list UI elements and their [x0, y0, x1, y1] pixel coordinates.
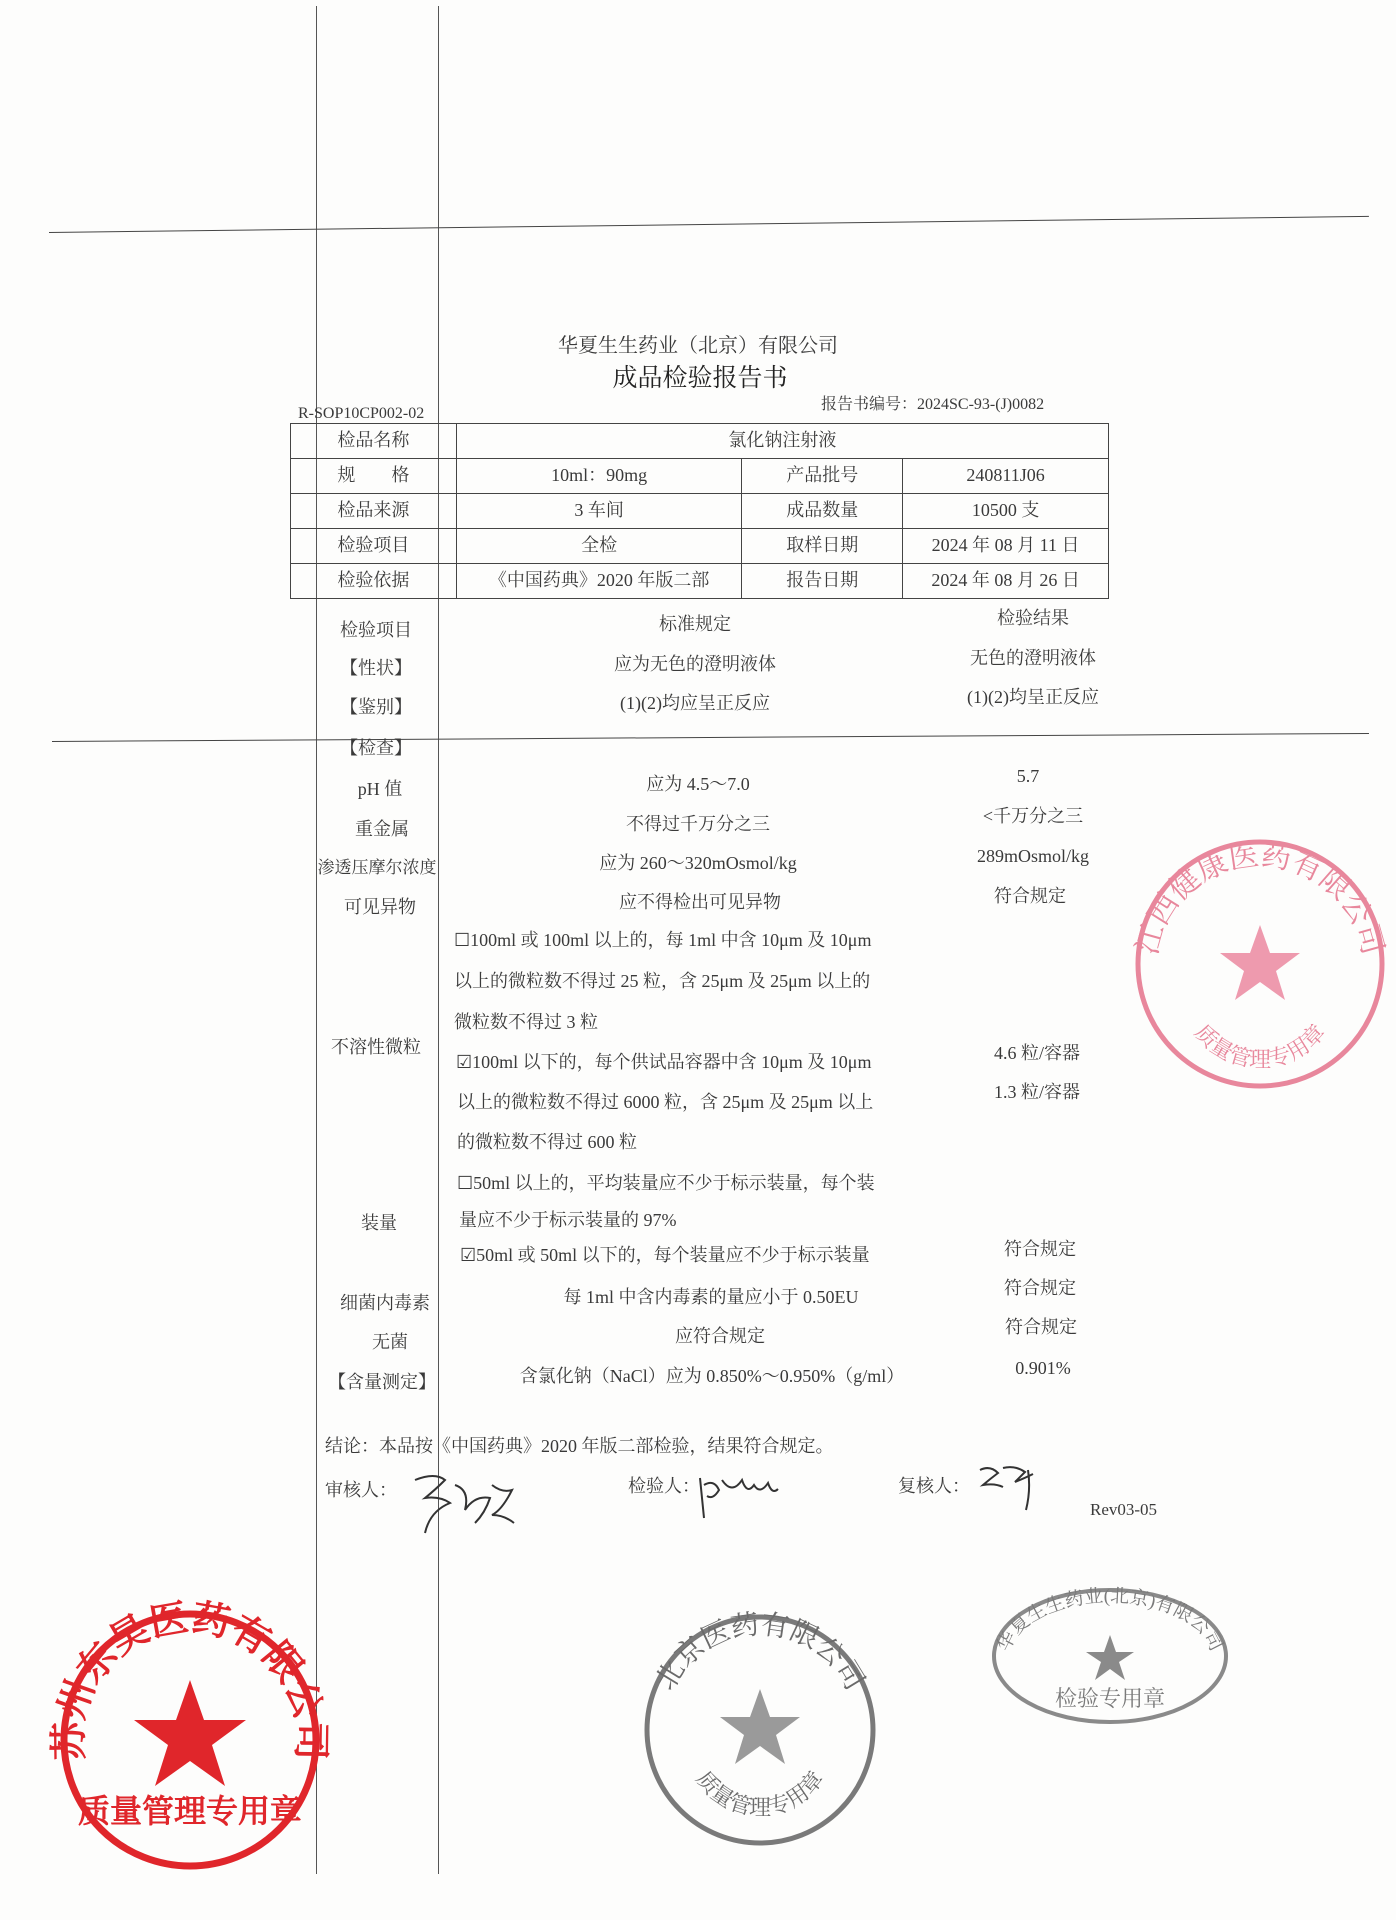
- identification-result: (1)(2)均呈正反应: [967, 687, 1099, 707]
- particles-result-10um: 4.6 粒/容器: [994, 1043, 1081, 1063]
- visible-particles-label: 可见异物: [344, 897, 416, 917]
- particles-standard-line: 微粒数不得过 3 粒: [454, 1012, 598, 1032]
- insoluble-particles-label: 不溶性微粒: [331, 1037, 421, 1057]
- reviewer-label: 审核人：: [325, 1480, 397, 1500]
- svg-text:检验专用章: 检验专用章: [1054, 1686, 1166, 1711]
- sample-date-value: 2024 年 08 月 11 日: [903, 529, 1109, 564]
- checker-signature: [980, 1467, 1033, 1510]
- inspector-label: 检验人：: [628, 1476, 700, 1496]
- scan-vertical-line: [438, 6, 439, 1874]
- fill-standard-line: ☑50ml 或 50ml 以下的，每个装量应不少于标示装量: [460, 1245, 870, 1265]
- svg-text:北京医药有限公司: 北京医药有限公司: [650, 1609, 870, 1696]
- conclusion: 结论：本品按《中国药典》2020 年版二部检验，结果符合规定。: [325, 1436, 834, 1456]
- source-value: 3 车间: [456, 494, 742, 529]
- endotoxin-label: 细菌内毒素: [340, 1293, 430, 1313]
- osmolality-result: 289mOsmol/kg: [976, 846, 1090, 866]
- endotoxin-standard: 每 1ml 中含内毒素的量应小于 0.50EU: [563, 1287, 859, 1307]
- sterility-label: 无菌: [372, 1332, 408, 1352]
- report-date-value: 2024 年 08 月 26 日: [903, 564, 1109, 599]
- sterility-standard: 应符合规定: [675, 1326, 765, 1346]
- product-name: 氯化钠注射液: [456, 424, 1108, 459]
- fill-standard-line: 量应不少于标示装量的 97%: [459, 1210, 677, 1230]
- basis-label: 检验依据: [291, 564, 457, 599]
- particles-result-25um: 1.3 粒/容器: [994, 1082, 1081, 1102]
- col-standard-header: 标准规定: [659, 614, 731, 634]
- batch-value: 240811J06: [903, 459, 1109, 494]
- appearance-label: 【性状】: [340, 658, 412, 678]
- heavy-metal-label: 重金属: [355, 819, 409, 839]
- check-section-label: 【检查】: [340, 738, 412, 758]
- batch-label: 产品批号: [742, 459, 903, 494]
- source-label: 检品来源: [291, 494, 457, 529]
- fill-result: 符合规定: [1004, 1239, 1076, 1259]
- checker-label: 复核人：: [898, 1476, 970, 1496]
- revision-code: Rev03-05: [1090, 1500, 1158, 1519]
- identification-label: 【鉴别】: [340, 697, 412, 717]
- report-title: 成品检验报告书: [612, 365, 788, 392]
- svg-text:质量管理专用章: 质量管理专用章: [1189, 1019, 1331, 1073]
- ph-result: 5.7: [1016, 766, 1040, 786]
- identification-standard: (1)(2)均应呈正反应: [620, 693, 770, 713]
- assay-standard: 含氯化钠（NaCl）应为 0.850%～0.950%（g/ml）: [519, 1366, 905, 1386]
- appearance-result: 无色的澄明液体: [970, 648, 1096, 668]
- particles-standard-line: ☐100ml 或 100ml 以上的，每 1ml 中含 10μm 及 10μm: [454, 930, 872, 950]
- svg-text:江西健康医药有限公司: 江西健康医药有限公司: [1130, 838, 1390, 959]
- report-number-value: 2024SC-93-(J)0082: [917, 396, 1045, 413]
- table-row: [291, 494, 1109, 529]
- spec-label: 规 格: [291, 459, 457, 494]
- inspection-seal: [993, 1585, 1228, 1722]
- ph-standard: 应为 4.5～7.0: [646, 774, 750, 794]
- col-item-header: 检验项目: [340, 620, 412, 640]
- visible-particles-result: 符合规定: [994, 886, 1066, 906]
- basis-value: 《中国药典》2020 年版二部: [456, 564, 742, 599]
- report-date-label: 报告日期: [742, 564, 903, 599]
- spec-value: 10ml：90mg: [456, 459, 742, 494]
- pink-company-seal: [1131, 839, 1390, 1086]
- fill-standard-line: ☐50ml 以上的，平均装量应不少于标示装量，每个装: [457, 1173, 875, 1193]
- reviewer-signature: [415, 1476, 514, 1533]
- fill-volume-label: 装量: [361, 1213, 397, 1233]
- report-number-label: 报告书编号：: [821, 396, 918, 413]
- svg-text:质量管理专用章: 质量管理专用章: [77, 1793, 303, 1829]
- sterility-result: 符合规定: [1005, 1317, 1077, 1337]
- quantity-label: 成品数量: [742, 494, 903, 529]
- heavy-metal-standard: 不得过千万分之三: [626, 814, 770, 834]
- osmolality-standard: 应为 260～320mOsmol/kg: [599, 853, 797, 873]
- ph-label: pH 值: [357, 779, 403, 799]
- table-row: [291, 564, 1109, 599]
- report-number: [821, 395, 1044, 414]
- assay-label: 【含量测定】: [328, 1372, 436, 1392]
- particles-standard-line: 以上的微粒数不得过 25 粒，含 25μm 及 25μm 以上的: [454, 971, 871, 991]
- heavy-metal-result: <千万分之三: [982, 806, 1084, 826]
- quantity-value: 10500 支: [903, 494, 1109, 529]
- red-company-seal: [49, 1597, 332, 1866]
- test-item-label: 检验项目: [291, 529, 457, 564]
- col-result-header: 检验结果: [997, 608, 1069, 628]
- scan-horizontal-line: [52, 733, 1369, 742]
- product-name-label: 检品名称: [291, 424, 457, 459]
- appearance-standard: 应为无色的澄明液体: [614, 654, 776, 674]
- table-row: [291, 424, 1109, 459]
- osmolality-label: 渗透压摩尔浓度: [317, 858, 437, 877]
- test-item-value: 全检: [456, 529, 742, 564]
- table-row: [291, 459, 1109, 494]
- product-info-table: [290, 423, 1109, 599]
- scan-horizontal-line: [49, 216, 1369, 233]
- particles-standard-line: 以上的微粒数不得过 6000 粒，含 25μm 及 25μm 以上: [457, 1092, 874, 1112]
- svg-text:质量管理专用章: 质量管理专用章: [691, 1766, 829, 1821]
- svg-text:苏州东昊医药有限公司: 苏州东昊医药有限公司: [48, 1597, 332, 1761]
- endotoxin-result: 符合规定: [1004, 1278, 1076, 1298]
- inspector-signature: [700, 1478, 778, 1518]
- grey-company-seal: [647, 1608, 873, 1843]
- svg-text:华夏生生药业(北京)有限公司: 华夏生生药业(北京)有限公司: [993, 1585, 1227, 1655]
- visible-particles-standard: 应不得检出可见异物: [619, 892, 781, 912]
- table-row: [291, 529, 1109, 564]
- particles-standard-line: ☑100ml 以下的，每个供试品容器中含 10μm 及 10μm: [456, 1052, 872, 1072]
- scan-vertical-line: [316, 6, 317, 1874]
- form-code: R-SOP10CP002-02: [298, 405, 425, 422]
- company-name: 华夏生生药业（北京）有限公司: [558, 335, 838, 357]
- sample-date-label: 取样日期: [742, 529, 903, 564]
- particles-standard-line: 的微粒数不得过 600 粒: [457, 1132, 637, 1152]
- assay-result: 0.901%: [1015, 1358, 1071, 1378]
